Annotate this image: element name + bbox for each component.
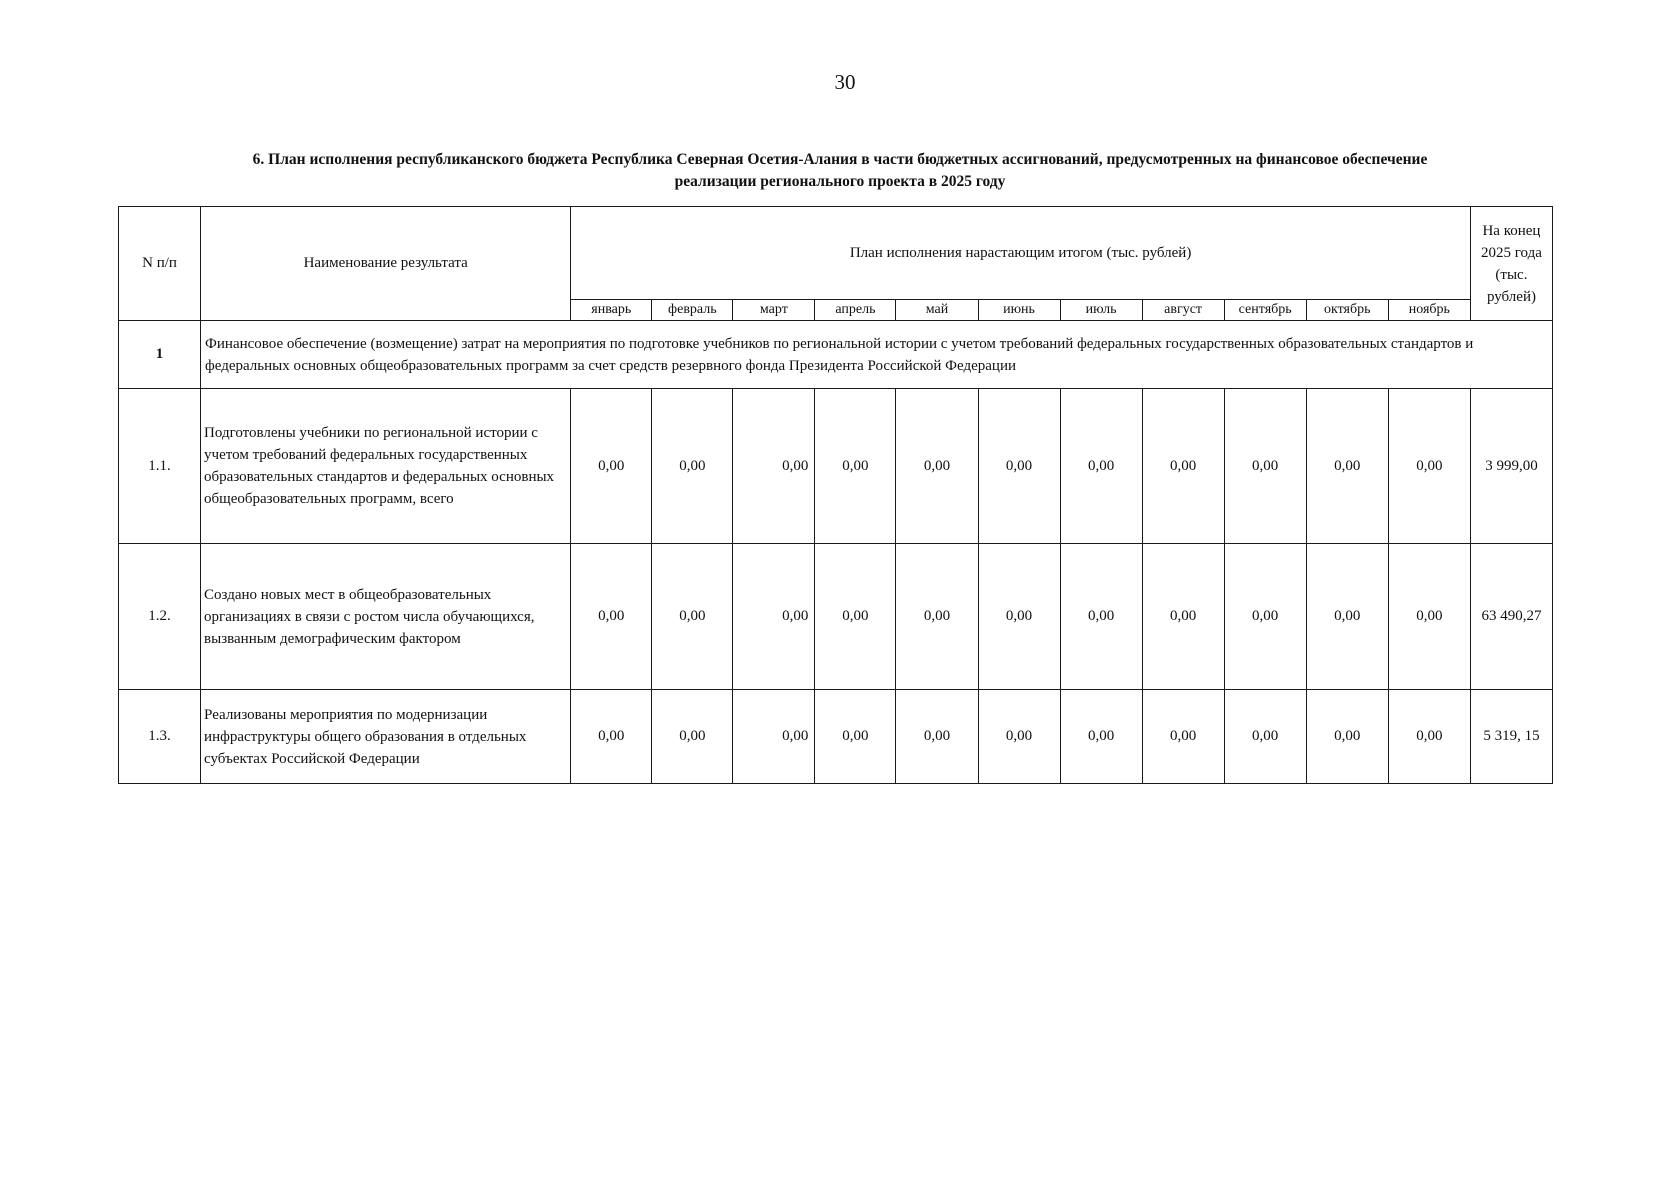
row-month-value: 0,00 <box>1224 690 1306 784</box>
row-month-value: 0,00 <box>1224 544 1306 690</box>
header-month: ноябрь <box>1388 300 1470 321</box>
header-month: май <box>896 300 978 321</box>
header-month: февраль <box>652 300 733 321</box>
row-month-value: 0,00 <box>1306 690 1388 784</box>
row-month-value: 0,00 <box>1142 690 1224 784</box>
header-month: октябрь <box>1306 300 1388 321</box>
header-month: август <box>1142 300 1224 321</box>
header-month: июль <box>1060 300 1142 321</box>
row-month-value: 0,00 <box>815 544 896 690</box>
row-num: 1.1. <box>119 389 201 544</box>
row-month-value: 0,00 <box>571 544 652 690</box>
row-month-value: 0,00 <box>815 690 896 784</box>
document-title-line-2: реализации регионального проекта в 2025 году <box>674 173 1006 190</box>
row-month-value: 0,00 <box>978 389 1060 544</box>
row-month-value: 0,00 <box>733 389 815 544</box>
row-name: Создано новых мест в общеобразовательных организациях в связи с ростом числа обучающихся, вызванным демографическим фактором <box>201 544 571 690</box>
row-month-value: 0,00 <box>1306 544 1388 690</box>
row-month-value: 0,00 <box>1060 544 1142 690</box>
header-month: январь <box>571 300 652 321</box>
document-title <box>120 149 1560 193</box>
row-month-value: 0,00 <box>652 690 733 784</box>
table-row <box>119 690 1553 784</box>
table-row <box>119 389 1553 544</box>
row-month-value: 0,00 <box>571 690 652 784</box>
header-name: Наименование результата <box>201 207 571 321</box>
page-number: 30 <box>834 70 856 94</box>
row-name: Подготовлены учебники по региональной истории с учетом требований федеральных государственных образовательных стандартов и федеральных основных общеобразовательных программ, всего <box>201 389 571 544</box>
row-month-value: 0,00 <box>1142 389 1224 544</box>
header-end-year: На конец 2025 года (тыс. рублей) <box>1470 207 1552 321</box>
row-month-value: 0,00 <box>1224 389 1306 544</box>
row-num: 1.2. <box>119 544 201 690</box>
header-month: апрель <box>815 300 896 321</box>
row-total: 3 999,00 <box>1470 389 1552 544</box>
table-row <box>119 544 1553 690</box>
row-month-value: 0,00 <box>1388 690 1470 784</box>
row-month-value: 0,00 <box>1060 389 1142 544</box>
row-month-value: 0,00 <box>978 544 1060 690</box>
header-plan: План исполнения нарастающим итогом (тыс. рублей) <box>571 207 1471 300</box>
row-month-value: 0,00 <box>1060 690 1142 784</box>
row-month-value: 0,00 <box>733 690 815 784</box>
row-month-value: 0,00 <box>896 544 978 690</box>
row-month-value: 0,00 <box>1388 389 1470 544</box>
row-name: Реализованы мероприятия по модернизации инфраструктуры общего образования в отдельных субъектах Российской Федерации <box>201 690 571 784</box>
row-month-value: 0,00 <box>896 690 978 784</box>
header-month: сентябрь <box>1224 300 1306 321</box>
budget-plan-table <box>118 206 1553 784</box>
row-month-value: 0,00 <box>978 690 1060 784</box>
row-total: 5 319, 15 <box>1470 690 1552 784</box>
row-month-value: 0,00 <box>571 389 652 544</box>
header-num: N п/п <box>119 207 201 321</box>
document-title-line-1: 6. План исполнения республиканского бюджета Республика Северная Осетия-Алания в части бюджетных ассигнований, предусмотренных на финансовое обеспечение <box>252 151 1428 168</box>
header-month: март <box>733 300 815 321</box>
row-total: 63 490,27 <box>1470 544 1552 690</box>
header-month: июнь <box>978 300 1060 321</box>
row-month-value: 0,00 <box>896 389 978 544</box>
section-row <box>119 321 1553 389</box>
row-month-value: 0,00 <box>733 544 815 690</box>
row-month-value: 0,00 <box>652 544 733 690</box>
row-month-value: 0,00 <box>652 389 733 544</box>
section-text: Финансовое обеспечение (возмещение) затрат на мероприятия по подготовке учебников по региональной истории с учетом требований федеральных государственных образовательных стандартов и федеральных основных общеобразовательных программ за счет средств резервного фонда Президента Российской Федерации <box>201 321 1553 389</box>
row-month-value: 0,00 <box>815 389 896 544</box>
row-month-value: 0,00 <box>1142 544 1224 690</box>
section-num: 1 <box>119 321 201 389</box>
row-month-value: 0,00 <box>1306 389 1388 544</box>
row-num: 1.3. <box>119 690 201 784</box>
row-month-value: 0,00 <box>1388 544 1470 690</box>
